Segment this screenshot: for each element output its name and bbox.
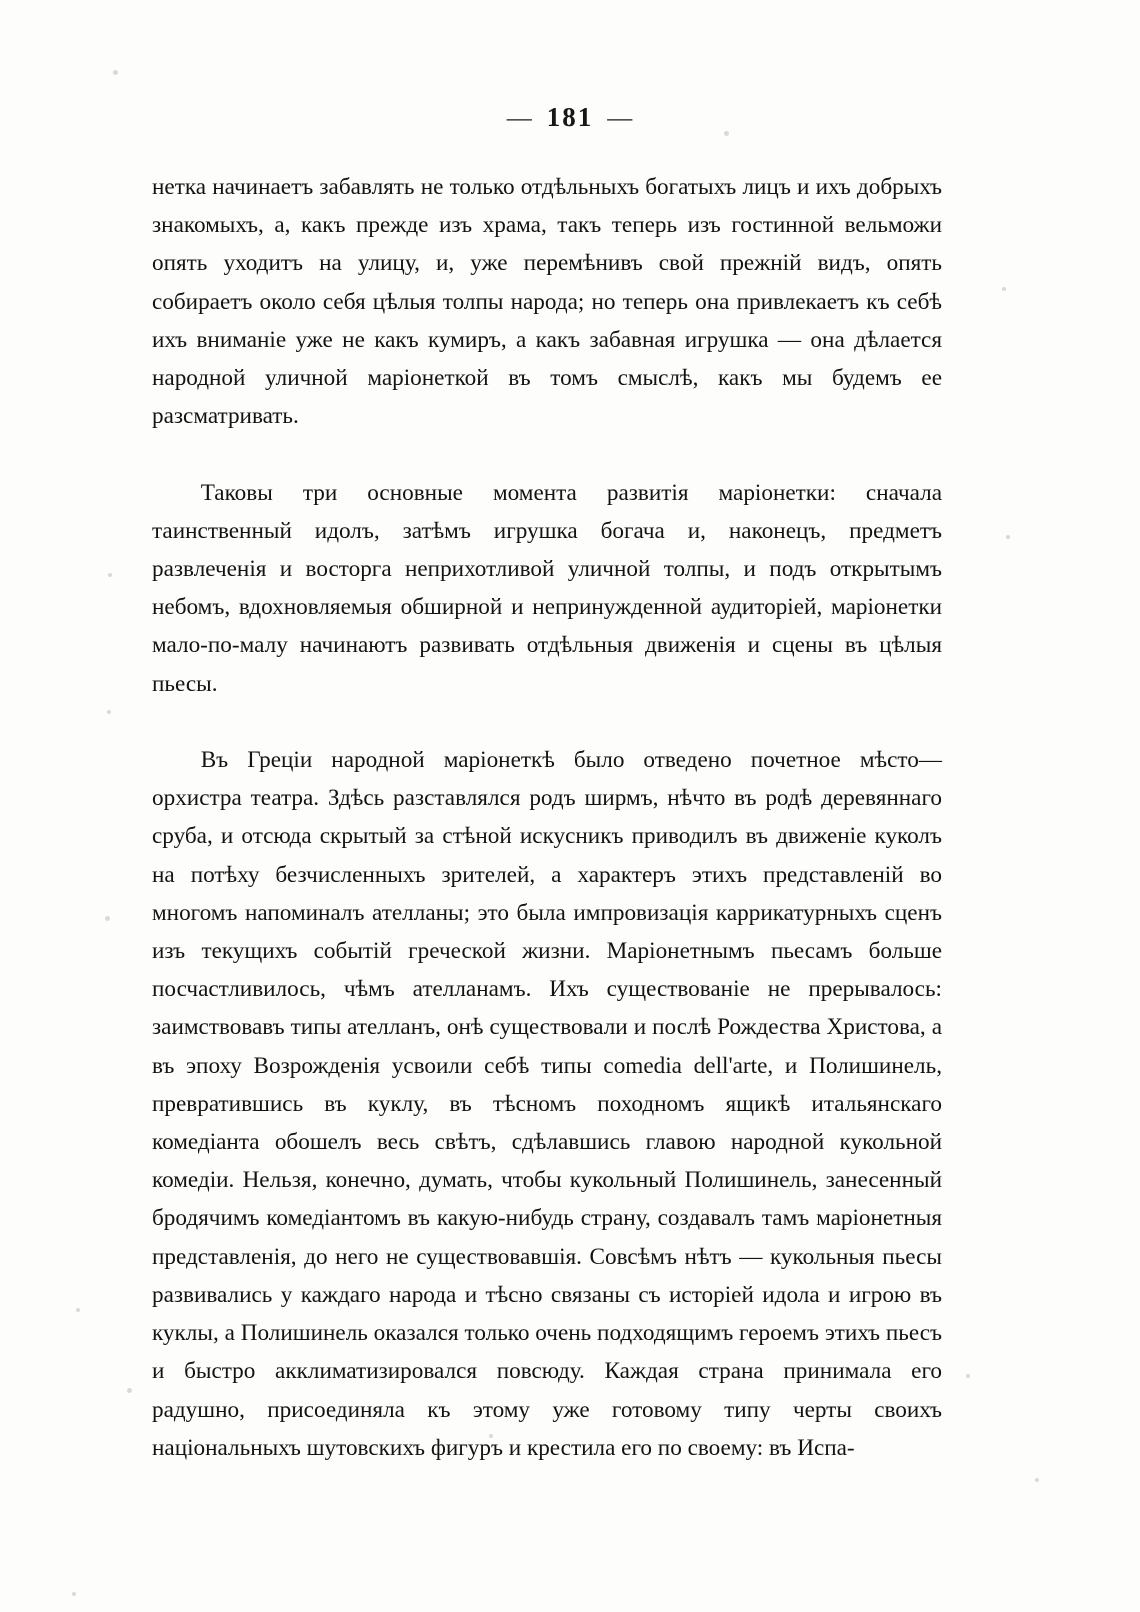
paragraph: Въ Грецiи народной марiонеткѣ было отведено почетное мѣсто— орхистра театра. Здѣсь разставлялся родъ ширмъ, нѣчто въ родѣ деревяннаго сруба, и отсюда скрытый за стѣной искусникъ приводилъ въ движенiе куколъ на потѣху безчисленныхъ зрителей, а характеръ этихъ представленiй во многомъ напоминалъ ателланы; это была импровизацiя каррикатурныхъ сценъ изъ текущихъ событiй греческой жизни. Марiонетнымъ пьесамъ больше посчастливилось, чѣмъ ателланамъ. Ихъ существованiе не прерывалось: заимствовавъ типы ателланъ, онѣ существовали и послѣ Рождества Христова, а въ эпоху Возрожденiя усвоили себѣ типы comedia dell'arte, и Полишинель, превратившись въ куклу, въ тѣсномъ походномъ ящикѣ итальянскаго комедiанта обошелъ весь свѣтъ, сдѣлавшись главою народной кукольной комедiи. Нельзя, конечно, думать, чтобы кукольный Полишинель, занесенный бродячимъ комедiантомъ въ какую-нибудь страну, создавалъ тамъ марiонетныя представленiя, до него не существовавшiя. Совсѣмъ нѣтъ — кукольныя пьесы развивались у каждаго народа и тѣсно связаны съ исторiей идола и игрою въ куклы, а Полишинель оказался только очень подходящимъ героемъ этихъ пьесъ и быстро акклиматизировался повсюду. Каждая страна принимала его радушно, присоединяла къ этому уже готовому типу черты своихъ нацiональныхъ шутовскихъ фигуръ и крестила его по своему: въ Испа- xyxy=(152,747,942,1461)
paper-speck xyxy=(105,916,110,921)
paper-speck xyxy=(1002,287,1006,291)
header-dash-right: — xyxy=(607,105,634,132)
paper-speck xyxy=(107,710,111,714)
paper-speck xyxy=(76,1308,80,1312)
paper-speck xyxy=(113,70,118,75)
page-body xyxy=(152,168,942,1467)
paragraph: Таковы три основные момента развитiя марiонетки: сначала таинственный идолъ, затѣмъ игрушка богача и, наконецъ, предметъ развлеченiя и восторга неприхотливой уличной толпы, и подъ открытымъ небомъ, вдохновляемыя обширной и непринужденной аудиторiей, марiонетки мало-по-малу начинаютъ развивать отдѣльныя движенiя и сцены въ цѣлыя пьесы. xyxy=(152,479,942,697)
page-header xyxy=(0,102,1140,133)
paragraph: нетка начинаетъ забавлять не только отдѣльныхъ богатыхъ лицъ и ихъ добрыхъ знакомыхъ, а, какъ прежде изъ храма, такъ теперь изъ гостинной вельможи опять уходитъ на улицу, и, уже перемѣнивъ свой прежнiй видъ, опять собираетъ около себя цѣлыя толпы народа; но теперь она привлекаетъ къ себѣ ихъ вниманiе уже не какъ кумиръ, а какъ забавная игрушка — она дѣлается народной уличной марiонеткой въ томъ смыслѣ, какъ мы будемъ ее разсматривать. xyxy=(152,174,942,430)
paper-speck xyxy=(1006,535,1010,539)
header-dash-left: — xyxy=(506,105,533,132)
paper-speck xyxy=(108,573,112,577)
paper-speck xyxy=(966,1374,970,1378)
paper-speck xyxy=(127,1388,132,1393)
paper-speck xyxy=(1035,1478,1039,1482)
page-number: 181 xyxy=(546,102,594,132)
paper-speck xyxy=(72,1592,76,1596)
